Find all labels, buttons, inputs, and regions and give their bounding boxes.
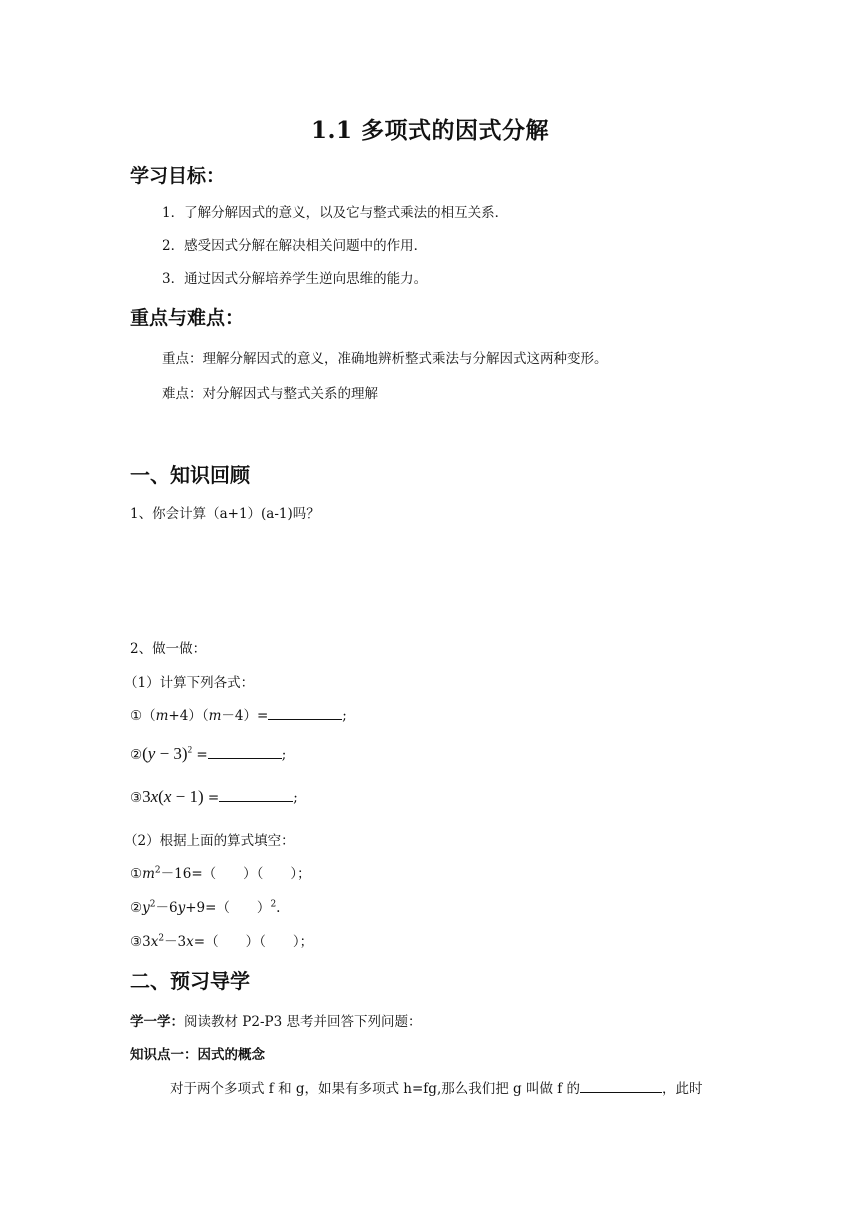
expr-text: = [203,790,220,806]
answer-blank[interactable] [268,705,342,720]
expr-exponent: 2 [270,899,277,910]
expr-text: －4）= [221,708,269,724]
expr-text: +4）（ [168,708,209,724]
key-point-text: 重点：理解分解因式的意义，准确地辨析整式乘法与分解因式这两种变形。 [162,351,608,367]
expr-exponent: 2 [149,899,156,910]
expr-var: x [150,787,159,806]
expr-text: =（ ）（ ）； [193,934,314,950]
expr-var: x [186,934,194,950]
learn-text: 阅读教材 P2-P3 思考并回答下列问题： [184,1014,422,1030]
knowledge-point-heading: 知识点一：因式的概念 [130,1047,265,1063]
expr-text: ② [130,747,143,763]
expr-text: －3 [164,934,187,950]
question-1: 1、你会计算（a+1）(a-1)吗？ [130,506,320,522]
expr-text: ( [142,744,148,763]
kp-tail: ，此时 [662,1081,703,1097]
expression-3 [130,787,298,807]
learn-line [130,1010,422,1030]
learn-label: 学一学： [130,1014,184,1030]
fill-1 [130,862,311,882]
expression-2 [130,744,286,764]
page-title: 1.1 多项式的因式分解 [310,117,550,144]
expr-var: x [150,934,159,950]
section1-heading: 一、知识回顾 [130,463,250,487]
difficulty-text: 难点：对分解因式与整式关系的理解 [162,386,378,402]
expr-exponent: 2 [154,865,161,876]
expr-text: ③3 [130,934,151,950]
part-1-label: （1）计算下列各式： [124,675,255,691]
knowledge-point-text [170,1077,703,1097]
expr-text: ①（ [130,708,156,724]
expr-var: y [142,900,150,916]
expr-text: －6 [155,900,178,916]
expr-text: = [192,747,208,763]
expr-text: ③ [130,790,143,806]
expr-exponent: 2 [187,744,193,755]
expr-text: ② [130,900,143,916]
part-2-label: （2）根据上面的算式填空： [124,833,295,849]
answer-blank[interactable] [580,1078,662,1093]
expr-text: ; [342,708,347,724]
expr-var: m [155,708,169,724]
expr-var: x [163,787,172,806]
answer-blank[interactable] [219,787,293,802]
expr-var: m [208,708,222,724]
expr-text: . [276,900,281,916]
objective-item: 1．了解分解因式的意义，以及它与整式乘法的相互关系． [162,205,509,221]
expr-var: m [142,866,155,882]
expr-var: y [147,744,156,763]
expr-text: − 1) [171,787,204,806]
expr-var: y [177,900,186,916]
expr-text: ; [281,747,287,763]
expr-text: − 3) [155,744,188,763]
expr-exponent: 2 [158,933,165,944]
kp-text: 对于两个多项式 f 和 g，如果有多项式 h=fg,那么我们把 g 叫做 f 的 [170,1081,581,1097]
expression-1 [130,704,347,724]
objective-item: 3．通过因式分解培养学生逆向思维的能力。 [162,271,428,287]
fill-3 [130,930,313,950]
fill-2 [130,896,280,916]
expr-text: ( [158,787,164,806]
answer-blank[interactable] [208,744,282,759]
section2-heading: 二、预习导学 [130,969,250,993]
question-2: 2、做一做： [130,641,207,657]
expr-text: ① [130,866,143,882]
expr-text: ; [293,790,298,806]
objective-item: 2．感受因式分解在解决相关问题中的作用． [162,238,428,254]
key-points-heading: 重点与难点： [130,307,245,329]
expr-text: －16=（ ）（ ）； [160,866,311,882]
expr-text: 3 [142,787,151,806]
objectives-heading: 学习目标： [130,165,226,187]
expr-text: +9=（ ） [185,900,271,916]
